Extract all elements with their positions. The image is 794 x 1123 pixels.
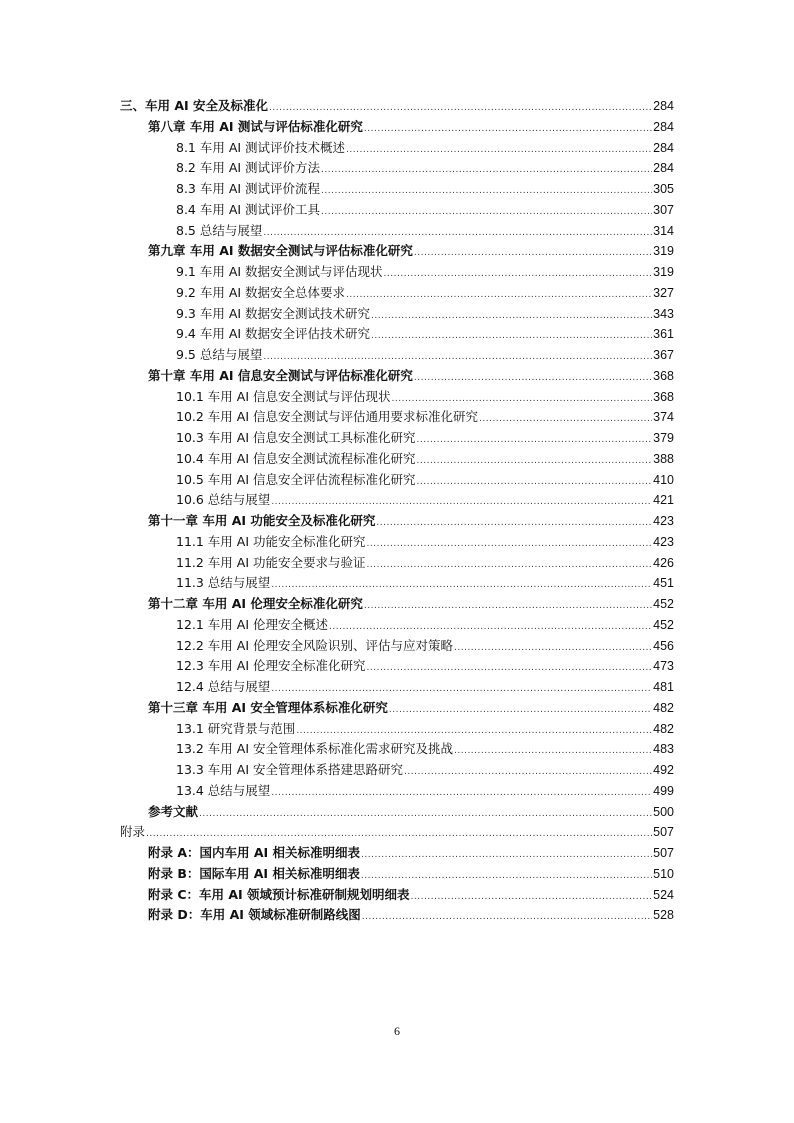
toc-entry-title: 三、车用 AI 安全及标准化	[120, 98, 269, 113]
toc-entry[interactable]	[120, 553, 674, 574]
toc-entry-title: 9.5 总结与展望	[176, 347, 263, 362]
toc-entry-title: 11.2 车用 AI 功能安全要求与验证	[176, 554, 366, 570]
toc-entry-title: 第十二章 车用 AI 伦理安全标准化研究	[148, 596, 363, 611]
toc-entry-title: 8.2 车用 AI 测试评价方法	[176, 160, 321, 176]
toc-entry[interactable]	[120, 532, 674, 553]
toc-entry-title: 10.6 总结与展望	[176, 492, 271, 508]
toc-dot-leader	[367, 658, 653, 679]
toc-entry[interactable]	[120, 781, 674, 802]
toc-entry-title: 第九章 车用 AI 数据安全测试与评估标准化研究	[148, 243, 413, 259]
toc-entry-title: 10.4 车用 AI 信息安全测试流程标准化研究	[176, 450, 416, 466]
toc-dot-leader	[321, 202, 652, 223]
toc-dot-leader	[479, 409, 652, 430]
toc-entry[interactable]	[120, 96, 674, 117]
toc-entry-page: 492	[653, 763, 674, 777]
toc-dot-leader	[361, 866, 652, 887]
toc-entry-title: 9.2 车用 AI 数据安全总体要求	[176, 284, 346, 300]
toc-dot-leader	[414, 368, 652, 389]
toc-dot-leader	[199, 804, 652, 825]
toc-entry[interactable]	[120, 262, 674, 283]
toc-entry[interactable]	[120, 843, 674, 864]
toc-entry[interactable]	[120, 594, 674, 615]
toc-entry-title: 8.3 车用 AI 测试评价流程	[176, 181, 321, 196]
toc-entry-page: 482	[653, 700, 674, 715]
toc-entry-title: 9.4 车用 AI 数据安全评估技术研究	[176, 326, 371, 342]
toc-entry-page: 451	[653, 576, 674, 591]
toc-entry-title: 11.1 车用 AI 功能安全标准化研究	[176, 533, 366, 549]
toc-entry[interactable]	[120, 470, 674, 491]
toc-dot-leader	[146, 824, 652, 845]
toc-dot-leader	[361, 845, 652, 866]
toc-entry-page: 284	[653, 119, 674, 134]
toc-dot-leader	[384, 264, 653, 285]
toc-entry-page: 368	[653, 389, 674, 404]
toc-entry-title: 10.3 车用 AI 信息安全测试工具标准化研究	[176, 430, 416, 445]
toc-entry-title: 10.2 车用 AI 信息安全测试与评估通用要求标准化研究	[176, 409, 478, 425]
toc-entry[interactable]	[120, 407, 674, 428]
toc-entry-title: 第十章 车用 AI 信息安全测试与评估标准化研究	[148, 367, 413, 383]
toc-entry-title: 第十一章 车用 AI 功能安全及标准化研究	[148, 513, 376, 528]
toc-entry[interactable]	[120, 283, 674, 304]
toc-dot-leader	[346, 140, 652, 161]
toc-entry[interactable]	[120, 221, 674, 242]
toc-entry-page: 507	[653, 825, 674, 840]
toc-entry[interactable]	[120, 490, 674, 511]
toc-entry-page: 327	[653, 285, 674, 300]
toc-entry-title: 参考文献	[148, 803, 199, 819]
toc-entry-title: 12.2 车用 AI 伦理安全风险识别、评估与应对策略	[176, 637, 453, 653]
toc-entry[interactable]	[120, 615, 674, 636]
toc-entry-page: 305	[653, 182, 674, 196]
toc-dot-leader	[367, 534, 653, 555]
toc-entry[interactable]	[120, 905, 674, 926]
toc-entry[interactable]	[120, 822, 674, 843]
toc-dot-leader	[362, 907, 652, 928]
toc-entry[interactable]	[120, 304, 674, 325]
toc-entry-title: 附录 A：国内车用 AI 相关标准明细表	[148, 845, 361, 860]
toc-entry[interactable]	[120, 698, 674, 719]
toc-dot-leader	[269, 98, 652, 119]
toc-entry-page: 361	[653, 327, 674, 342]
toc-entry-page: 319	[653, 265, 674, 279]
toc-entry[interactable]	[120, 138, 674, 159]
toc-dot-leader	[271, 492, 652, 513]
toc-entry[interactable]	[120, 324, 674, 345]
toc-entry-title: 10.1 车用 AI 信息安全测试与评估现状	[176, 388, 391, 404]
toc-entry-title: 附录 D：车用 AI 领域标准研制路线图	[148, 907, 361, 923]
toc-entry-page: 481	[653, 680, 674, 694]
toc-entry-title: 10.5 车用 AI 信息安全评估流程标准化研究	[176, 471, 416, 487]
toc-dot-leader	[392, 389, 653, 410]
toc-dot-leader	[414, 243, 652, 264]
toc-dot-leader	[263, 223, 652, 244]
toc-entry[interactable]	[120, 200, 674, 221]
toc-entry-page: 510	[653, 866, 674, 881]
toc-entry-title: 附录 C：车用 AI 领域预计标准研制规划明细表	[148, 886, 410, 902]
table-of-contents	[120, 96, 674, 926]
toc-dot-leader	[454, 638, 652, 659]
toc-entry-page: 343	[653, 306, 674, 321]
toc-dot-leader	[364, 596, 652, 617]
toc-entry[interactable]	[120, 117, 674, 138]
toc-entry[interactable]	[120, 573, 674, 594]
toc-entry[interactable]	[120, 428, 674, 449]
toc-entry-title: 13.3 车用 AI 安全管理体系搭建思路研究	[176, 762, 403, 777]
toc-entry-page: 507	[653, 846, 674, 860]
toc-dot-leader	[263, 347, 652, 368]
toc-dot-leader	[296, 721, 652, 742]
toc-entry-title: 13.4 总结与展望	[176, 782, 271, 798]
toc-dot-leader	[271, 679, 652, 700]
toc-entry-title: 12.1 车用 AI 伦理安全概述	[176, 616, 328, 632]
toc-dot-leader	[404, 762, 652, 783]
toc-dot-leader	[389, 700, 652, 721]
toc-entry[interactable]	[120, 719, 674, 740]
toc-entry-page: 524	[653, 887, 674, 902]
toc-entry-page: 499	[653, 783, 674, 798]
toc-entry[interactable]	[120, 449, 674, 470]
toc-dot-leader	[371, 306, 652, 327]
toc-entry-page: 410	[653, 472, 674, 487]
toc-entry-page: 388	[653, 451, 674, 466]
toc-entry-page: 421	[653, 493, 674, 508]
toc-entry-title: 附录	[120, 824, 146, 840]
toc-dot-leader	[367, 555, 653, 576]
toc-entry[interactable]	[120, 241, 674, 262]
toc-entry[interactable]	[120, 158, 674, 179]
toc-dot-leader	[376, 513, 652, 534]
toc-entry-title: 13.2 车用 AI 安全管理体系标准化需求研究及挑战	[176, 741, 453, 757]
toc-entry-page: 500	[653, 804, 674, 819]
toc-dot-leader	[329, 617, 652, 638]
toc-entry-page: 284	[653, 99, 674, 113]
toc-entry[interactable]	[120, 864, 674, 885]
toc-entry-title: 12.4 总结与展望	[176, 679, 271, 694]
toc-entry-page: 423	[653, 534, 674, 549]
toc-entry[interactable]	[120, 387, 674, 408]
toc-dot-leader	[417, 472, 653, 493]
toc-entry-title: 附录 B：国际车用 AI 相关标准明细表	[148, 865, 360, 881]
toc-entry-title: 9.1 车用 AI 数据安全测试与评估现状	[176, 264, 383, 279]
toc-dot-leader	[321, 181, 652, 202]
toc-entry-title: 8.5 总结与展望	[176, 222, 263, 238]
toc-entry-page: 319	[653, 244, 674, 259]
toc-entry-title: 第十三章 车用 AI 安全管理体系标准化研究	[148, 699, 388, 715]
toc-entry-title: 9.3 车用 AI 数据安全测试技术研究	[176, 305, 371, 321]
toc-entry[interactable]	[120, 511, 674, 532]
toc-entry[interactable]	[120, 760, 674, 781]
toc-entry-title: 12.3 车用 AI 伦理安全标准化研究	[176, 658, 366, 674]
toc-entry-page: 482	[653, 721, 674, 736]
toc-dot-leader	[271, 783, 652, 804]
toc-entry-page: 528	[653, 908, 674, 923]
toc-entry-title: 11.3 总结与展望	[176, 575, 271, 591]
toc-entry-title: 13.1 研究背景与范围	[176, 720, 296, 736]
toc-entry[interactable]	[120, 885, 674, 906]
toc-entry[interactable]	[120, 345, 674, 366]
toc-dot-leader	[346, 285, 652, 306]
toc-entry[interactable]	[120, 677, 674, 698]
toc-entry-page: 483	[653, 742, 674, 757]
toc-entry[interactable]	[120, 739, 674, 760]
toc-entry[interactable]	[120, 179, 674, 200]
toc-entry-page: 456	[653, 638, 674, 653]
toc-entry[interactable]	[120, 802, 674, 823]
toc-entry-page: 426	[653, 555, 674, 570]
toc-entry-title: 第八章 车用 AI 测试与评估标准化研究	[148, 118, 363, 134]
toc-dot-leader	[417, 430, 653, 451]
toc-entry-title: 8.4 车用 AI 测试评价工具	[176, 201, 321, 217]
toc-dot-leader	[411, 887, 653, 908]
toc-entry-page: 452	[653, 617, 674, 632]
toc-entry-page: 314	[653, 223, 674, 238]
toc-entry-page: 367	[653, 348, 674, 362]
toc-entry[interactable]	[120, 366, 674, 387]
toc-dot-leader	[454, 741, 652, 762]
toc-entry-page: 307	[653, 202, 674, 217]
toc-dot-leader	[321, 160, 652, 181]
toc-entry-page: 368	[653, 368, 674, 383]
toc-dot-leader	[371, 326, 652, 347]
toc-dot-leader	[364, 119, 652, 140]
toc-entry-page: 379	[653, 431, 674, 445]
toc-dot-leader	[417, 451, 653, 472]
toc-entry-page: 284	[653, 161, 674, 176]
toc-entry[interactable]	[120, 656, 674, 677]
toc-entry-title: 8.1 车用 AI 测试评价技术概述	[176, 139, 346, 155]
page-number: 6	[394, 1024, 400, 1038]
toc-entry-page: 423	[653, 514, 674, 528]
toc-entry-page: 452	[653, 597, 674, 611]
toc-entry-page: 374	[653, 410, 674, 425]
toc-entry[interactable]	[120, 636, 674, 657]
toc-dot-leader	[271, 575, 652, 596]
toc-entry-page: 284	[653, 140, 674, 155]
toc-entry-page: 473	[653, 659, 674, 674]
